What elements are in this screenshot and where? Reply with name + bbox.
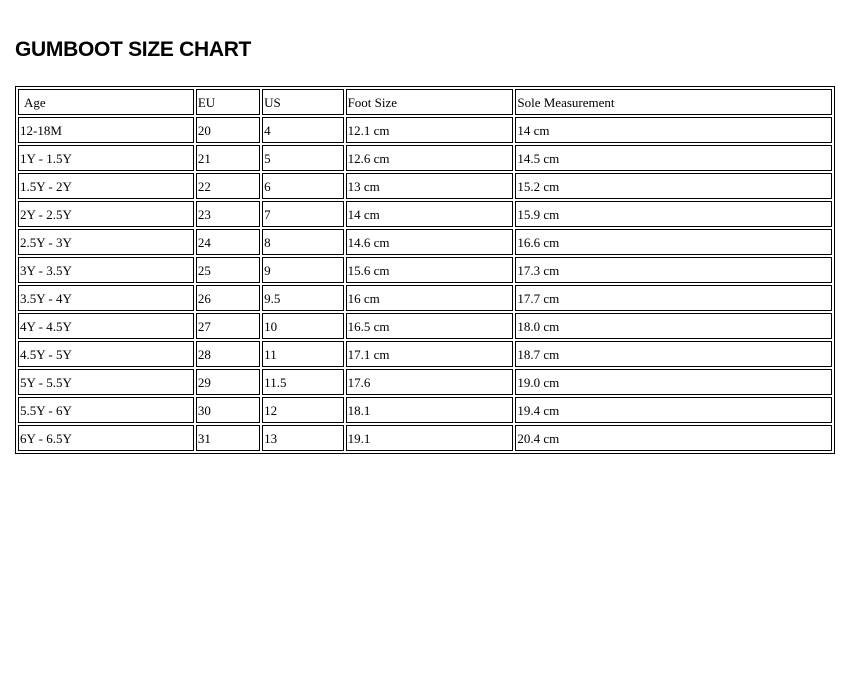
size-chart-table bbox=[15, 86, 835, 454]
us-cell: 4 bbox=[262, 117, 343, 143]
us-cell: 9.5 bbox=[262, 285, 343, 311]
table-row bbox=[18, 229, 832, 255]
sole-measurement-cell: 15.9 cm bbox=[515, 201, 832, 227]
age-cell: 6Y - 6.5Y bbox=[18, 425, 194, 451]
age-cell: 2.5Y - 3Y bbox=[18, 229, 194, 255]
sole-measurement-cell: 14.5 cm bbox=[515, 145, 832, 171]
sole-measurement-cell: 20.4 cm bbox=[515, 425, 832, 451]
eu-cell: 21 bbox=[196, 145, 260, 171]
foot-size-cell: 18.1 bbox=[346, 397, 514, 423]
table-row bbox=[18, 313, 832, 339]
sole-measurement-cell: 15.2 cm bbox=[515, 173, 832, 199]
us-cell: 13 bbox=[262, 425, 343, 451]
age-cell: 4.5Y - 5Y bbox=[18, 341, 194, 367]
sole-measurement-cell: 19.0 cm bbox=[515, 369, 832, 395]
eu-cell: 23 bbox=[196, 201, 260, 227]
header-age: Age bbox=[18, 89, 194, 115]
age-cell: 1.5Y - 2Y bbox=[18, 173, 194, 199]
header-foot-size: Foot Size bbox=[346, 89, 514, 115]
eu-cell: 25 bbox=[196, 257, 260, 283]
eu-cell: 24 bbox=[196, 229, 260, 255]
header-sole-measurement: Sole Measurement bbox=[515, 89, 832, 115]
foot-size-cell: 16.5 cm bbox=[346, 313, 514, 339]
foot-size-cell: 14.6 cm bbox=[346, 229, 514, 255]
table-row bbox=[18, 425, 832, 451]
foot-size-cell: 14 cm bbox=[346, 201, 514, 227]
page-title: GUMBOOT SIZE CHART bbox=[15, 38, 252, 61]
header-eu: EU bbox=[196, 89, 260, 115]
age-cell: 5Y - 5.5Y bbox=[18, 369, 194, 395]
age-cell: 2Y - 2.5Y bbox=[18, 201, 194, 227]
sole-measurement-cell: 17.3 cm bbox=[515, 257, 832, 283]
age-cell: 1Y - 1.5Y bbox=[18, 145, 194, 171]
eu-cell: 29 bbox=[196, 369, 260, 395]
sole-measurement-cell: 18.7 cm bbox=[515, 341, 832, 367]
us-cell: 6 bbox=[262, 173, 343, 199]
table-row bbox=[18, 369, 832, 395]
header-row bbox=[18, 89, 832, 115]
header-us: US bbox=[262, 89, 343, 115]
table-row bbox=[18, 397, 832, 423]
us-cell: 5 bbox=[262, 145, 343, 171]
eu-cell: 27 bbox=[196, 313, 260, 339]
us-cell: 8 bbox=[262, 229, 343, 255]
us-cell: 9 bbox=[262, 257, 343, 283]
age-cell: 3.5Y - 4Y bbox=[18, 285, 194, 311]
eu-cell: 26 bbox=[196, 285, 260, 311]
foot-size-cell: 12.1 cm bbox=[346, 117, 514, 143]
foot-size-cell: 19.1 bbox=[346, 425, 514, 451]
age-cell: 12-18M bbox=[18, 117, 194, 143]
table-row bbox=[18, 201, 832, 227]
sole-measurement-cell: 18.0 cm bbox=[515, 313, 832, 339]
foot-size-cell: 12.6 cm bbox=[346, 145, 514, 171]
age-cell: 3Y - 3.5Y bbox=[18, 257, 194, 283]
eu-cell: 28 bbox=[196, 341, 260, 367]
us-cell: 11 bbox=[262, 341, 343, 367]
table-row bbox=[18, 145, 832, 171]
table-row bbox=[18, 341, 832, 367]
table-row bbox=[18, 117, 832, 143]
foot-size-cell: 13 cm bbox=[346, 173, 514, 199]
eu-cell: 31 bbox=[196, 425, 260, 451]
foot-size-cell: 16 cm bbox=[346, 285, 514, 311]
table-row bbox=[18, 257, 832, 283]
us-cell: 10 bbox=[262, 313, 343, 339]
sole-measurement-cell: 16.6 cm bbox=[515, 229, 832, 255]
age-cell: 5.5Y - 6Y bbox=[18, 397, 194, 423]
sole-measurement-cell: 19.4 cm bbox=[515, 397, 832, 423]
foot-size-cell: 17.1 cm bbox=[346, 341, 514, 367]
sole-measurement-cell: 17.7 cm bbox=[515, 285, 832, 311]
us-cell: 12 bbox=[262, 397, 343, 423]
eu-cell: 30 bbox=[196, 397, 260, 423]
us-cell: 7 bbox=[262, 201, 343, 227]
table-row bbox=[18, 173, 832, 199]
age-cell: 4Y - 4.5Y bbox=[18, 313, 194, 339]
foot-size-cell: 17.6 bbox=[346, 369, 514, 395]
table-body bbox=[18, 117, 832, 451]
foot-size-cell: 15.6 cm bbox=[346, 257, 514, 283]
table-row bbox=[18, 285, 832, 311]
eu-cell: 20 bbox=[196, 117, 260, 143]
us-cell: 11.5 bbox=[262, 369, 343, 395]
eu-cell: 22 bbox=[196, 173, 260, 199]
sole-measurement-cell: 14 cm bbox=[515, 117, 832, 143]
